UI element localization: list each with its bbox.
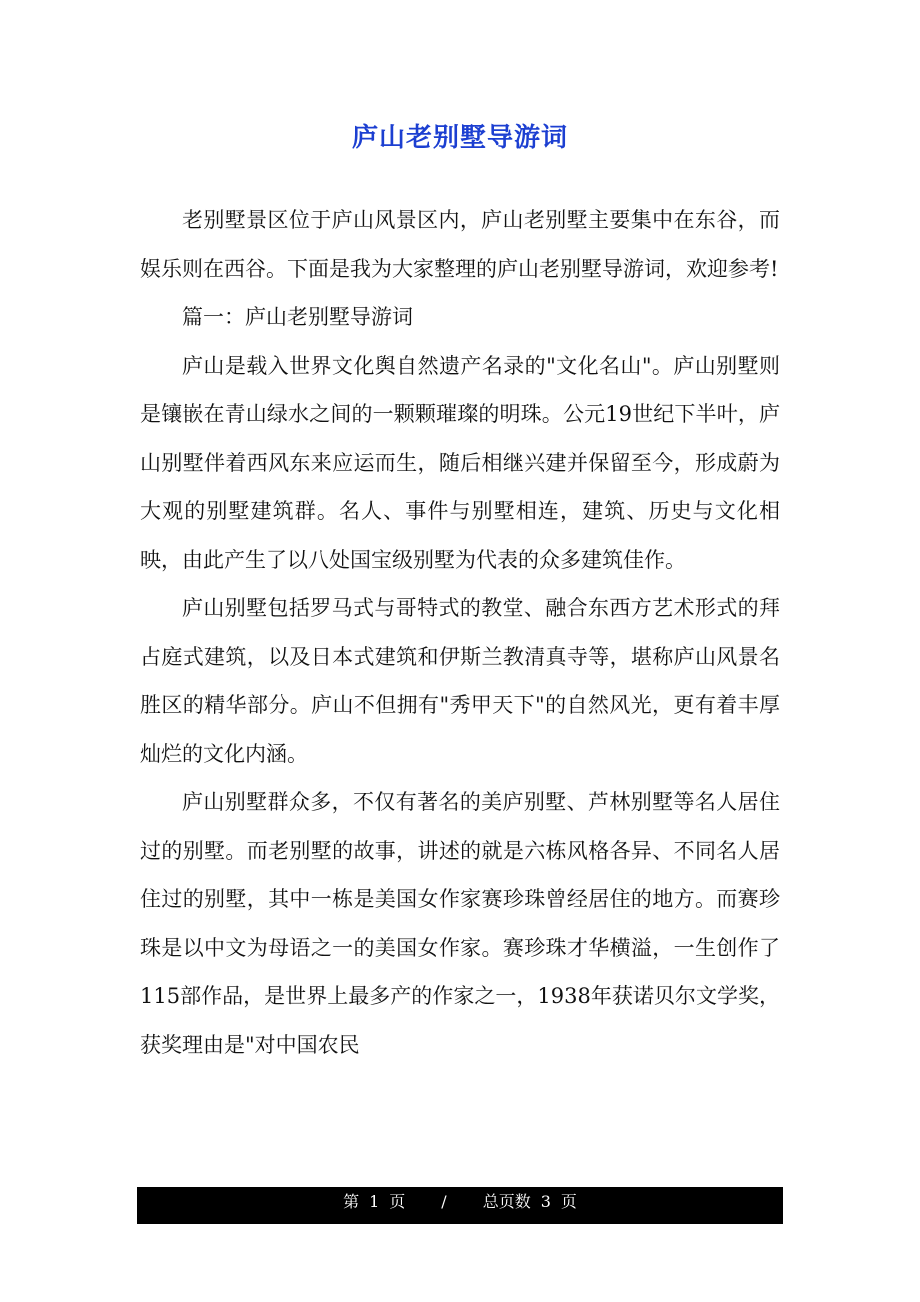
footer-total-prefix: 总页数 — [482, 1192, 531, 1211]
footer-total-suffix: 页 — [560, 1192, 577, 1211]
paragraph-intro: 老别墅景区位于庐山风景区内，庐山老别墅主要集中在东谷，而娱乐则在西谷。下面是我为大家整理的庐山老别墅导游词，欢迎参考! — [140, 208, 780, 281]
footer-page-suffix: 页 — [389, 1192, 406, 1211]
footer-total-pages: 3 — [540, 1192, 551, 1211]
page-footer — [137, 1187, 783, 1224]
document-title: 庐山老别墅导游词 — [351, 123, 568, 153]
footer-separator: / — [441, 1192, 447, 1211]
paragraph-body: 庐山是载入世界文化舆自然遗产名录的"文化名山"。庐山别墅则是镶嵌在青山绿水之间的一颗颗璀璨的明珠。公元19世纪下半叶，庐山别墅伴着西风东来应运而生，随后相继兴建并保留至今，形成蔚为大观的别墅建筑群。名人、事件与别墅相连，建筑、历史与文化相映，由此产生了以八处国宝级别墅为代表的众多建筑佳作。 — [140, 353, 780, 572]
paragraph-body: 庐山别墅包括罗马式与哥特式的教堂、融合东西方艺术形式的拜占庭式建筑，以及日本式建筑和伊斯兰教清真寺等，堪称庐山风景名胜区的精华部分。庐山不但拥有"秀甲天下"的自然风光，更有着丰厚灿烂的文化内涵。 — [140, 596, 780, 766]
footer-current-page: 1 — [369, 1192, 380, 1211]
document-body — [140, 196, 780, 1069]
paragraph-section-heading: 篇一：庐山老别墅导游词 — [182, 305, 413, 329]
footer-page-prefix: 第 — [343, 1192, 360, 1211]
paragraph-body: 庐山别墅群众多，不仅有著名的美庐别墅、芦林别墅等名人居住过的别墅。而老别墅的故事，讲述的就是六栋风格各异、不同名人居住过的别墅，其中一栋是美国女作家赛珍珠曾经居住的地方。而赛珍珠是以中文为母语之一的美国女作家。赛珍珠才华横溢，一生创作了115部作品，是世界上最多产的作家之一，1938年获诺贝尔文学奖，获奖理由是"对中国农民 — [140, 790, 780, 1057]
